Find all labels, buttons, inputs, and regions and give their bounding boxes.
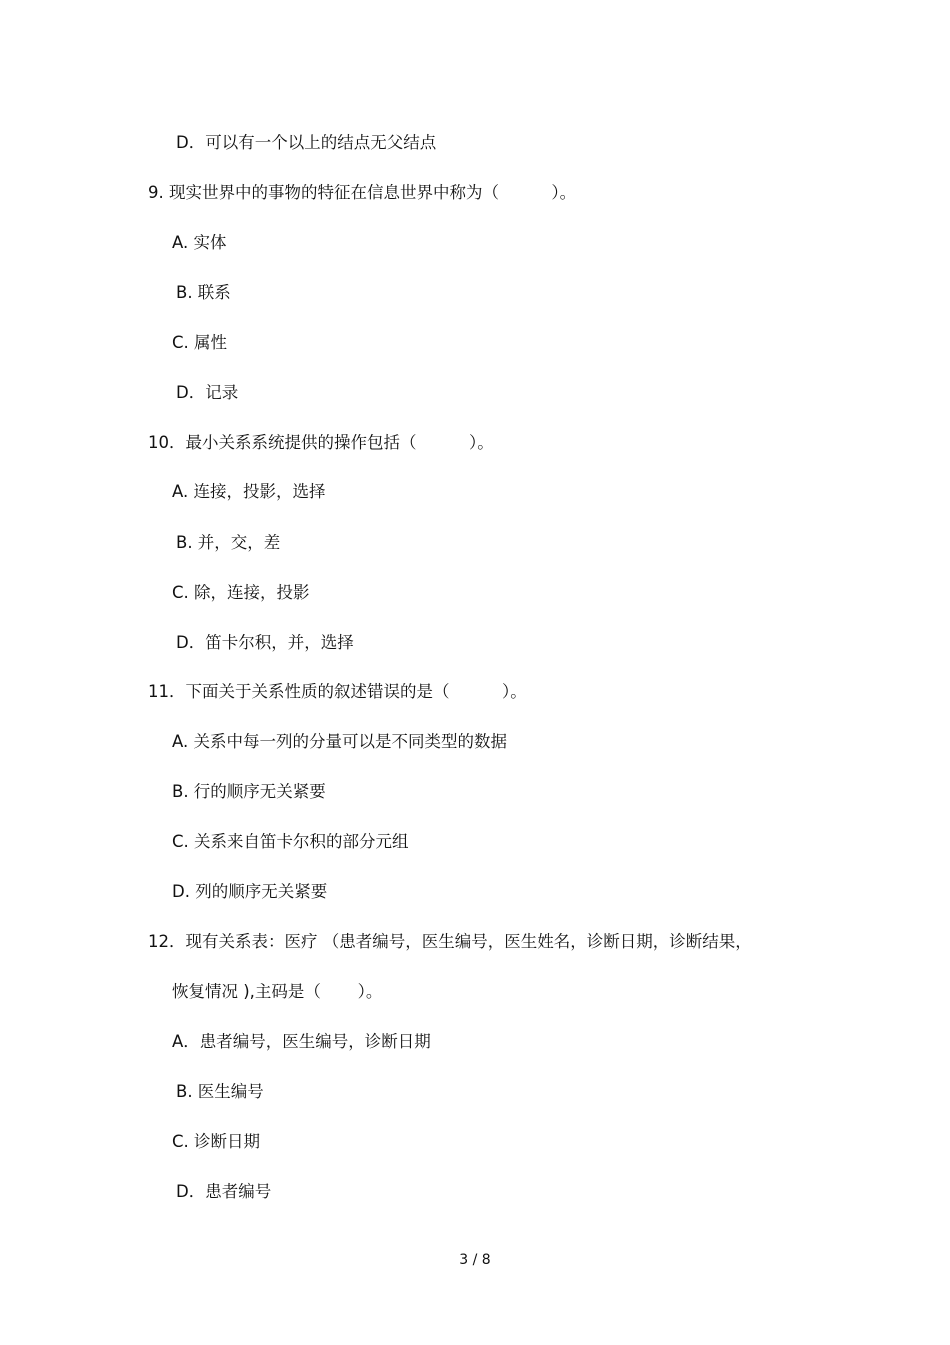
q9-option-a: A. 实体 [172, 233, 227, 252]
q12-stem-line-1: 12．现有关系表：医疗 （患者编号，医生编号，医生姓名，诊断日期，诊断结果， [148, 932, 752, 951]
q11-option-a: A. 关系中每一列的分量可以是不同类型的数据 [172, 732, 507, 751]
q12-option-b: B. 医生编号 [176, 1082, 264, 1101]
q11-option-c: C. 关系来自笛卡尔积的部分元组 [172, 832, 409, 851]
q10-option-d: D．笛卡尔积，并，选择 [176, 633, 354, 652]
q10-option-c: C. 除，连接，投影 [172, 583, 310, 602]
q12-option-a: A．患者编号，医生编号，诊断日期 [172, 1032, 431, 1051]
q12-option-c: C. 诊断日期 [172, 1132, 261, 1151]
q8-option-d: D．可以有一个以上的结点无父结点 [176, 133, 437, 152]
q11-option-d: D. 列的顺序无关紧要 [172, 882, 328, 901]
q10-option-b: B. 并，交，差 [176, 533, 281, 552]
q12-stem-line-2: 恢复情况 ),主码是（ ）。 [172, 982, 383, 1001]
q12-option-d: D．患者编号 [176, 1182, 272, 1201]
q9-option-c: C. 属性 [172, 333, 228, 352]
q9-option-d: D．记录 [176, 383, 239, 402]
q11-option-b: B. 行的顺序无关紧要 [172, 782, 326, 801]
q10-stem: 10．最小关系系统提供的操作包括（ ）。 [148, 433, 494, 452]
q11-stem: 11．下面关于关系性质的叙述错误的是（ ）。 [148, 682, 527, 701]
q9-stem: 9. 现实世界中的事物的特征在信息世界中称为（ ）。 [148, 183, 577, 202]
q10-option-a: A. 连接，投影，选择 [172, 482, 326, 501]
q9-option-b: B. 联系 [176, 283, 231, 302]
page-number: 3 / 8 [459, 1252, 491, 1268]
